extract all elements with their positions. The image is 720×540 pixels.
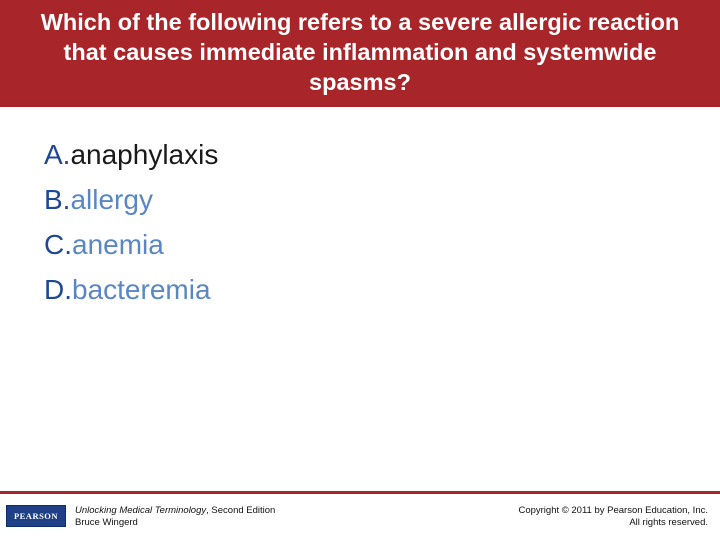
book-edition: , Second Edition: [206, 505, 276, 516]
answer-option-a[interactable]: [44, 132, 684, 177]
rights-text: All rights reserved.: [629, 517, 708, 528]
book-credit: [75, 505, 275, 529]
answer-text: anemia: [72, 229, 164, 260]
question-text: Which of the following refers to a severe allergic reaction that causes immediate inflammation and systemwide spasms?: [40, 8, 680, 95]
answer-text: allergy: [70, 184, 153, 215]
book-title-line: [75, 505, 275, 517]
question-header: [0, 0, 720, 107]
answer-option-c[interactable]: [44, 222, 684, 267]
answer-text: bacteremia: [72, 274, 211, 305]
answer-list: [44, 132, 684, 312]
answer-letter: C.: [44, 229, 72, 260]
footer-divider: [0, 491, 720, 494]
answer-option-b[interactable]: [44, 177, 684, 222]
answer-letter: B.: [44, 184, 71, 215]
pearson-logo: [6, 505, 66, 527]
copyright-text: Copyright © 2011 by Pearson Education, Inc.: [518, 505, 708, 516]
book-title: Unlocking Medical Terminology: [75, 505, 207, 516]
logo-text: PEARSON: [13, 511, 59, 521]
answer-letter: D.: [44, 274, 72, 305]
book-author: Bruce Wingerd: [75, 517, 138, 528]
answer-option-d[interactable]: [44, 267, 684, 312]
copyright-notice: [448, 505, 708, 529]
answer-text: anaphylaxis: [70, 139, 219, 170]
answer-letter: A.: [44, 139, 71, 170]
